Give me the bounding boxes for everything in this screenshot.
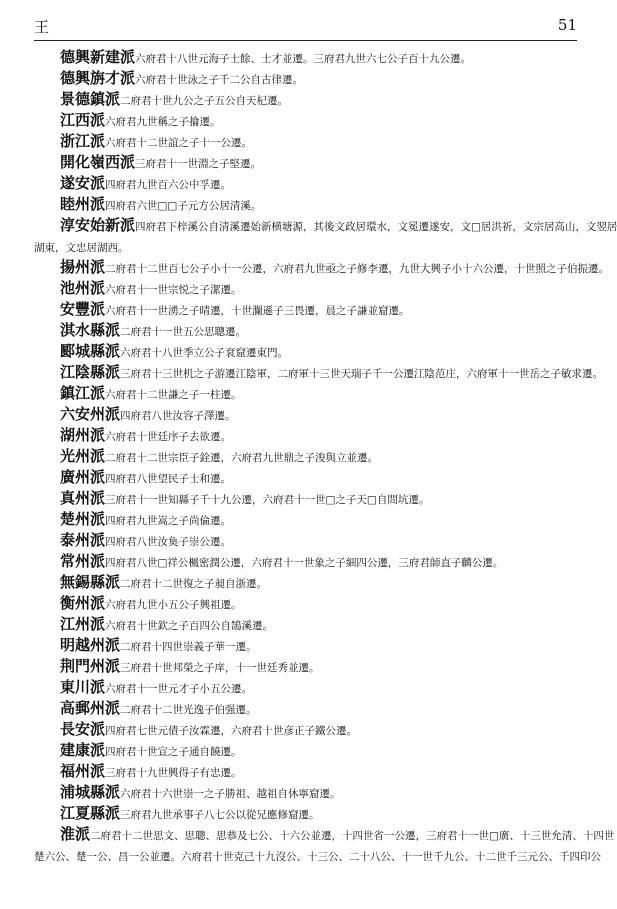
branch-description: 六府君十一世宗悦之子潔遷。 (105, 284, 242, 296)
branch-description: 六府君十六世崇一之子勝祖、越祖自休寧窟遷。 (120, 788, 341, 800)
lineage-entry (60, 571, 573, 592)
lineage-entry (60, 823, 615, 844)
branch-description: 二府君十二世思文、思聰、思恭及七公、十六公並遷，十四世省一公遷，三府君十一世□廣、十三世允清、十四世 (90, 830, 615, 842)
lineage-entry-continuation (34, 844, 601, 865)
branch-description-continued: 楚六公、楚一公、昌一公並遷。六府君十世克己十九沒公、十三公、二十八公、十一世千九公、十二世千三元公、千四印公 (34, 851, 601, 863)
lineage-entry (60, 508, 573, 529)
branch-description: 三府君十三世机之子游遷江陰軍，二府軍十三世天瑞子千一公遷江陰范庄，六府軍十一世岳之子敏求遷。 (120, 368, 604, 380)
branch-name: 無錫縣派 (60, 573, 121, 591)
branch-name: 真州派 (60, 489, 106, 507)
branch-name: 鎮江派 (60, 384, 106, 402)
lineage-entry (60, 151, 573, 172)
branch-name: 泰州派 (60, 531, 106, 549)
branch-name: 荆門州派 (60, 657, 121, 675)
branch-name: 浙江派 (60, 132, 106, 150)
branch-name: 德興旃才派 (60, 69, 136, 87)
branch-description: 二府君十二世復之子昶自浙遷。 (120, 578, 268, 590)
page-header (34, 14, 577, 41)
lineage-entry (60, 88, 573, 109)
lineage-entry (60, 676, 573, 697)
branch-name: 長安派 (60, 720, 106, 738)
branch-description: 六府君九世稱之子掄遷。 (105, 116, 221, 128)
branch-description: 四府君九世百六公中孚遷。 (105, 179, 232, 191)
lineage-entry (60, 760, 573, 781)
branch-name: 福州派 (60, 762, 106, 780)
entry-list (34, 46, 617, 865)
lineage-entry (60, 319, 573, 340)
running-head: 王 (34, 18, 50, 36)
branch-description: 三府君九世承事子八七公以從兄應修窟遷。 (120, 809, 320, 821)
branch-name: 安豐派 (60, 300, 106, 318)
lineage-entry (60, 718, 573, 739)
branch-name: 明越州派 (60, 636, 121, 654)
lineage-entry (60, 361, 604, 382)
branch-name: 淳安始新派 (60, 216, 136, 234)
branch-name: 常州派 (60, 552, 106, 570)
lineage-entry (60, 382, 573, 403)
lineage-entry (60, 802, 573, 823)
branch-description: 四府君六世□□子元方公居清溪。 (105, 200, 262, 212)
branch-name: 建康派 (60, 741, 106, 759)
lineage-entry (60, 277, 573, 298)
branch-description: 四府君八世汝奐子崇公遷。 (105, 536, 232, 548)
branch-name: 池州派 (60, 279, 106, 297)
branch-description: 二府君十一世五公思聰遷。 (120, 326, 247, 338)
branch-name: 衡州派 (60, 594, 106, 612)
branch-description: 四府君八世汝容子澤遷。 (120, 410, 236, 422)
lineage-entry (60, 424, 573, 445)
branch-name: 六安州派 (60, 405, 121, 423)
branch-name: 光州派 (60, 447, 106, 465)
branch-name: 景德鎮派 (60, 90, 121, 108)
branch-name: 廣州派 (60, 468, 106, 486)
lineage-entry (60, 739, 573, 760)
branch-description: 四府君八世□祥公楓密潤公遷，六府君十一世象之子細四公遷，三府君師直子麟公遷。 (105, 557, 504, 569)
branch-description: 四府君下梓溪公自清溪遷始新横塘源，其後文政居環水，文冕遷遂安，文□居洪祈，文宗居高山，文翌居 (135, 221, 617, 233)
branch-description: 六府君十世廷序子去欲遷。 (105, 431, 232, 443)
branch-name: 湖州派 (60, 426, 106, 444)
branch-name: 江夏縣派 (60, 804, 121, 822)
lineage-entry (60, 340, 573, 361)
branch-name: 淇水縣派 (60, 321, 121, 339)
lineage-entry (60, 592, 573, 613)
branch-description: 六府君十八世季立公子袞窟遷東門。 (120, 347, 289, 359)
lineage-entry (60, 634, 573, 655)
lineage-entry (60, 781, 573, 802)
lineage-entry (60, 256, 610, 277)
lineage-entry (60, 193, 573, 214)
lineage-entry (60, 550, 573, 571)
branch-name: 睦州派 (60, 195, 106, 213)
branch-description: 二府君十四世崇義子華一遷。 (120, 641, 257, 653)
branch-name: 江州派 (60, 615, 106, 633)
branch-description: 四府君七世元債子汝霖遷，六府君十世彦正子鐵公遷。 (105, 725, 358, 737)
branch-name: 遂安派 (60, 174, 106, 192)
lineage-entry (60, 67, 573, 88)
branch-description: 六府君十一世湧之子晴遷，十世瀾遜子三畏遷，晨之子謙並窟遷。 (105, 305, 410, 317)
branch-description: 六府君十二世誼之子十一公遷。 (105, 137, 253, 149)
lineage-entry (60, 613, 573, 634)
branch-name: 德興新建派 (60, 48, 136, 66)
lineage-entry (60, 466, 573, 487)
branch-description: 二府君十世九公之子五公自天杞遷。 (120, 95, 289, 107)
branch-name: 東川派 (60, 678, 106, 696)
branch-name: 淮派 (60, 825, 91, 843)
branch-description: 三府君十世邦榮之子庠，十一世廷秀並遷。 (120, 662, 320, 674)
branch-description: 二府君十二世百七公子小十一公遷，六府君九世亟之子修李遷，九世大興子小十六公遷，十世照之子伯振遷。 (105, 263, 610, 275)
branch-description: 二府君十二世宗臣子銓遷，六府君九世鼎之子浚與立並遷。 (105, 452, 379, 464)
lineage-entry (60, 445, 573, 466)
branch-description: 六府君九世小五公子興祖遷。 (105, 599, 242, 611)
lineage-entry-continuation (34, 235, 573, 256)
lineage-entry (60, 487, 573, 508)
branch-name: 郾城縣派 (60, 342, 121, 360)
lineage-entry (60, 109, 573, 130)
lineage-entry (60, 655, 573, 676)
branch-name: 浦城縣派 (60, 783, 121, 801)
lineage-entry (60, 214, 617, 235)
branch-description: 四府君十世宣之子通自饒遷。 (105, 746, 242, 758)
branch-name: 高郵州派 (60, 699, 121, 717)
branch-description: 三府君十一世淵之子堅遷。 (135, 158, 262, 170)
lineage-entry (60, 298, 573, 319)
branch-name: 開化嶺西派 (60, 153, 136, 171)
branch-description: 二府君十二世光逸子伯强遷。 (120, 704, 257, 716)
branch-description: 六府君十一世元才子小五公遷。 (105, 683, 253, 695)
lineage-entry (60, 130, 573, 151)
branch-description: 六府君十二世謙之子一柱遷。 (105, 389, 242, 401)
branch-name: 楚州派 (60, 510, 106, 528)
branch-name: 江陰縣派 (60, 363, 121, 381)
lineage-entry (60, 403, 573, 424)
branch-description: 六府君十世欽之子百四公自鵠溪遷。 (105, 620, 274, 632)
branch-description: 四府君八世望民子士和遷。 (105, 473, 232, 485)
page-number: 51 (557, 16, 577, 34)
branch-description: 六府君十八世元海子士餘、士才並遷。三府君九世六七公子百十九公遷。 (135, 53, 472, 65)
lineage-entry (60, 46, 573, 67)
branch-name: 揚州派 (60, 258, 106, 276)
lineage-entry (60, 697, 573, 718)
branch-description: 三府君十一世知縣子千十九公遷，六府君十一世□之子天□自問坑遷。 (105, 494, 430, 506)
lineage-entry (60, 529, 573, 550)
branch-name: 江西派 (60, 111, 106, 129)
branch-description: 四府君九世嵩之子尚倫遷。 (105, 515, 232, 527)
lineage-entry (60, 172, 573, 193)
branch-description: 六府君十世泳之子千二公自古律遷。 (135, 74, 304, 86)
branch-description: 三府君十九世興得子有忠遷。 (105, 767, 242, 779)
branch-description-continued: 湖東，文忠居湖西。 (34, 242, 129, 254)
